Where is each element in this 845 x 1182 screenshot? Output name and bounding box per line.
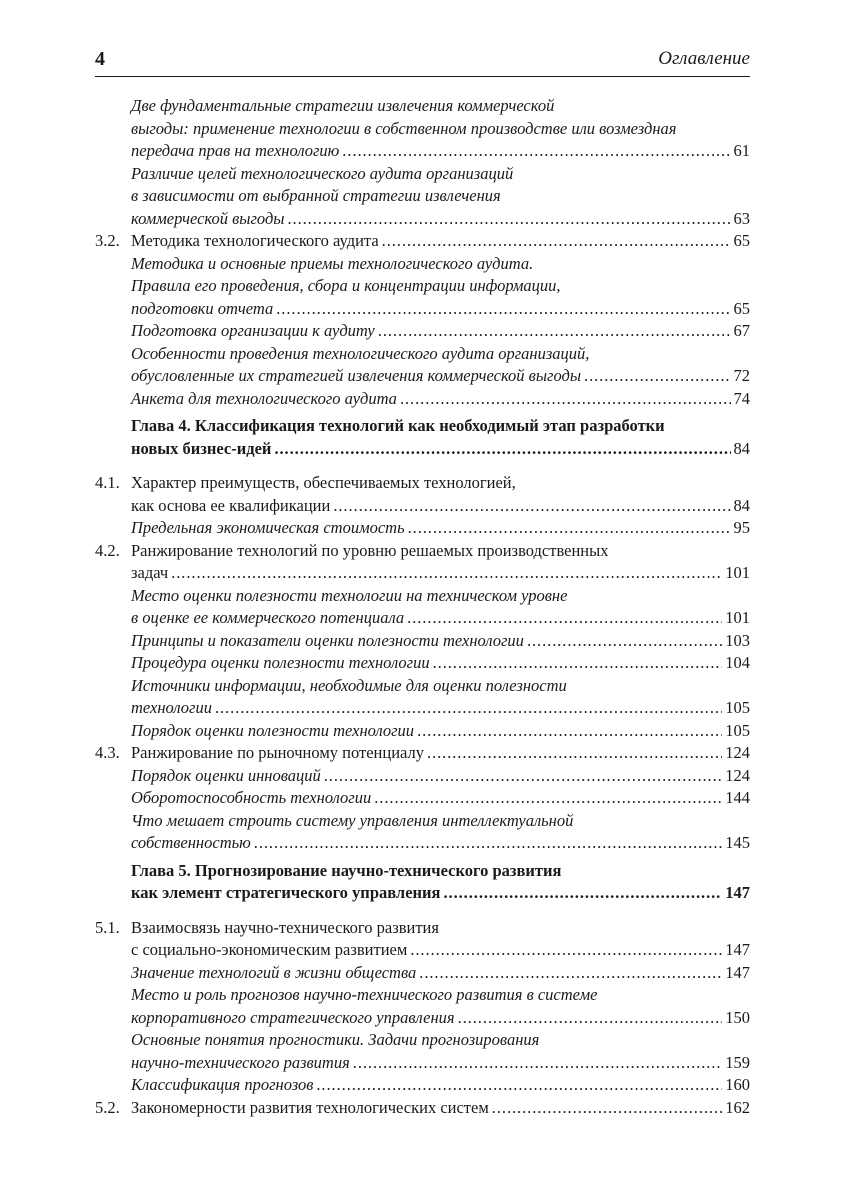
dot-leader	[353, 1052, 722, 1075]
toc-entry-sub	[95, 675, 750, 720]
toc-entry-leader-line	[131, 652, 750, 675]
toc-entry-leader-line	[131, 517, 750, 540]
page-reference: 145	[725, 833, 750, 852]
toc-entry-text: корпоративного стратегического управления	[131, 1007, 455, 1027]
toc-entry-text: Оборотоспособность технологии	[131, 788, 372, 807]
toc-entry-text: Анкета для технологического аудита	[131, 388, 397, 408]
toc-entry-sub	[95, 253, 750, 321]
page-reference: 61	[733, 141, 750, 160]
toc-entry-leader-line	[131, 765, 750, 788]
toc-entry-text: Порядок оценки инноваций	[131, 765, 321, 785]
toc-entry-text: задач	[131, 563, 169, 582]
page-reference: 67	[733, 321, 750, 340]
toc-entry-sub	[95, 1029, 750, 1074]
toc-entry-sec	[95, 1097, 750, 1120]
toc-entry-text: Методика технологического аудита	[131, 231, 379, 250]
dot-leader	[527, 630, 722, 653]
toc-entry-sub	[95, 652, 750, 675]
dot-leader	[342, 140, 730, 163]
toc-entry-leader-line	[131, 962, 750, 985]
section-number: 4.1.	[95, 473, 120, 492]
page-reference: 65	[733, 298, 750, 318]
dot-leader	[215, 697, 722, 720]
toc-entry-sec	[95, 230, 750, 253]
toc-entry-text: в оценке ее коммерческого потенциала	[131, 608, 405, 627]
toc-entry-leader-line	[131, 495, 750, 518]
dot-leader	[378, 320, 731, 343]
toc-entry-text: Характер преимуществ, обеспечиваемых технологией,	[131, 473, 516, 492]
dot-leader	[287, 208, 730, 231]
page-reference: 124	[725, 765, 750, 785]
toc-entry-leader-line	[131, 230, 750, 253]
toc-entry-sub	[95, 585, 750, 630]
toc-entry-leader-line	[131, 882, 750, 905]
toc-entry-sub	[95, 1074, 750, 1097]
toc-entry-leader-line	[131, 1097, 750, 1120]
toc-entry-sub	[95, 388, 750, 411]
toc-entry-text: Принципы и показатели оценки полезности технологии	[131, 630, 524, 650]
dot-leader	[458, 1007, 723, 1030]
toc-entry-text: Подготовка организации к аудиту	[131, 321, 375, 340]
page-reference: 105	[725, 698, 750, 717]
page-reference: 124	[725, 743, 750, 762]
toc-entry-text: Что мешает строить систему управления интеллектуальной	[131, 810, 574, 830]
toc-entry-sub	[95, 962, 750, 985]
toc-entry-leader-line	[131, 939, 750, 962]
toc-entry-text: Место оценки полезности технологии на техническом уровне	[131, 585, 568, 605]
section-number: 5.1.	[95, 917, 120, 937]
page-reference: 159	[725, 1052, 750, 1072]
page-reference: 95	[733, 518, 750, 537]
toc-entry-leader-line	[131, 438, 750, 461]
dot-leader	[433, 652, 723, 675]
toc-entry-leader-line	[131, 697, 750, 720]
toc-entry-text: выгоды: применение технологии в собственном производстве или возмездная	[131, 118, 677, 138]
page-reference: 65	[733, 231, 750, 250]
toc-entry-leader-line	[131, 832, 750, 855]
toc-entry-leader-line	[131, 140, 750, 163]
toc-entry-leader-line	[131, 1007, 750, 1030]
toc-entry-leader-line	[131, 720, 750, 743]
page-reference: 104	[725, 653, 750, 672]
page-reference: 101	[725, 608, 750, 627]
toc-entry-text: Две фундаментальные стратегии извлечения коммерческой	[131, 96, 555, 115]
page-reference: 150	[725, 1007, 750, 1027]
dot-leader	[171, 562, 722, 585]
page-reference: 101	[725, 563, 750, 582]
page-reference: 74	[733, 388, 750, 408]
toc-entry-leader-line	[131, 630, 750, 653]
toc-entry-text: Закономерности развития технологических систем	[131, 1097, 489, 1117]
toc-entry-sec	[95, 540, 750, 585]
page-header	[95, 48, 750, 77]
toc-entry-text: научно-технического развития	[131, 1052, 350, 1072]
section-number: 4.2.	[95, 540, 120, 560]
dot-leader	[254, 832, 722, 855]
toc-entry-text: Предельная экономическая стоимость	[131, 518, 405, 537]
toc-entry-text: собственностью	[131, 833, 251, 852]
dot-leader	[407, 607, 722, 630]
dot-leader	[417, 720, 722, 743]
toc-entry-sec	[95, 472, 750, 517]
dot-leader	[382, 230, 731, 253]
toc-entry-chap	[95, 860, 750, 905]
page-reference: 144	[725, 788, 750, 807]
toc-entry-leader-line	[131, 607, 750, 630]
toc-entry-leader-line	[131, 1074, 750, 1097]
toc-entry-leader-line	[131, 562, 750, 585]
page-reference: 84	[733, 495, 750, 515]
toc-entry-sub	[95, 630, 750, 653]
toc-entry-leader-line	[131, 365, 750, 388]
toc-entry-sub	[95, 517, 750, 540]
running-title: Оглавление	[658, 48, 750, 69]
toc-entry-text: Место и роль прогнозов научно-технического развития в системе	[131, 985, 598, 1004]
page-reference: 147	[725, 962, 750, 982]
toc-entry-text: Источники информации, необходимые для оценки полезности	[131, 675, 567, 695]
toc-entry-text: Ранжирование по рыночному потенциалу	[131, 743, 424, 762]
page-reference: 147	[725, 883, 750, 902]
toc-entry-sub	[95, 765, 750, 788]
dot-leader	[492, 1097, 722, 1120]
toc-entry-sub	[95, 984, 750, 1029]
toc-entry-text: как элемент стратегического управления	[131, 883, 441, 902]
toc-entry-text: Особенности проведения технологического аудита организаций,	[131, 343, 590, 363]
toc-entry-text: Различие целей технологического аудита организаций	[131, 163, 514, 183]
dot-leader	[408, 517, 731, 540]
page-reference: 84	[733, 438, 750, 458]
toc-entry-text: новых бизнес-идей	[131, 438, 272, 458]
page-reference: 160	[725, 1075, 750, 1094]
dot-leader	[443, 882, 722, 905]
dot-leader	[400, 388, 731, 411]
toc-entry-text: Значение технологий в жизни общества	[131, 962, 417, 982]
dot-leader	[419, 962, 722, 985]
toc-entry-sub	[95, 163, 750, 231]
toc-entry-text: Взаимосвязь научно-технического развития	[131, 917, 439, 937]
toc-entry-sec	[95, 742, 750, 765]
toc-entry-text: обусловленные их стратегией извлечения коммерческой выгоды	[131, 366, 582, 385]
toc-entry-text: Классификация прогнозов	[131, 1075, 314, 1094]
page-reference: 162	[725, 1097, 750, 1117]
toc-entry-text: Порядок оценки полезности технологии	[131, 720, 415, 740]
dot-leader	[333, 495, 730, 518]
toc-entry-text: с социально-экономическим развитием	[131, 940, 408, 959]
toc-entry-text: Глава 4. Классификация технологий как необходимый этап разработки	[131, 416, 665, 435]
toc-entry-text: Методика и основные приемы технологического аудита.	[131, 253, 534, 273]
section-number: 3.2.	[95, 231, 120, 250]
toc-entry-sec	[95, 917, 750, 962]
toc-entry-text: как основа ее квалификации	[131, 495, 331, 515]
toc-entry-sub	[95, 320, 750, 343]
dot-leader	[374, 787, 722, 810]
toc-entry-text: передача прав на технологию	[131, 141, 340, 160]
toc-entry-text: Правила его проведения, сбора и концентрации информации,	[131, 276, 561, 295]
dot-leader	[324, 765, 723, 788]
toc-entry-leader-line	[131, 742, 750, 765]
dot-leader	[316, 1074, 722, 1097]
toc-entry-sub	[95, 95, 750, 163]
toc-entry-text: Процедура оценки полезности технологии	[131, 653, 430, 672]
toc-entry-leader-line	[131, 787, 750, 810]
toc-entry-chap	[95, 415, 750, 460]
toc-entry-leader-line	[131, 320, 750, 343]
dot-leader	[427, 742, 722, 765]
toc-entry-sub	[95, 787, 750, 810]
page-reference: 63	[733, 208, 750, 228]
section-number: 4.3.	[95, 743, 120, 762]
section-number: 5.2.	[95, 1097, 120, 1117]
page-reference: 72	[733, 366, 750, 385]
page-reference: 105	[725, 720, 750, 740]
toc-entry-sub	[95, 810, 750, 855]
toc-entry-text: технологии	[131, 698, 212, 717]
dot-leader	[410, 939, 722, 962]
toc-entry-text: коммерческой выгоды	[131, 208, 285, 228]
dot-leader	[274, 438, 730, 461]
toc-entry-text: Ранжирование технологий по уровню решаемых производственных	[131, 540, 609, 560]
dot-leader	[276, 298, 730, 321]
toc-entry-leader-line	[131, 208, 750, 231]
toc-entry-leader-line	[131, 1052, 750, 1075]
toc-entry-text: Основные понятия прогностики. Задачи прогнозирования	[131, 1030, 540, 1049]
table-of-contents	[95, 95, 750, 1119]
toc-entry-sub	[95, 720, 750, 743]
page-reference: 103	[725, 630, 750, 650]
toc-entry-text: подготовки отчета	[131, 298, 274, 318]
page-reference: 147	[725, 940, 750, 959]
dot-leader	[584, 365, 730, 388]
toc-entry-leader-line	[131, 298, 750, 321]
toc-entry-sub	[95, 343, 750, 388]
toc-entry-leader-line	[131, 388, 750, 411]
toc-entry-text: в зависимости от выбранной стратегии извлечения	[131, 186, 501, 205]
page-number: 4	[95, 48, 105, 70]
toc-entry-text: Глава 5. Прогнозирование научно-технического развития	[131, 860, 562, 880]
